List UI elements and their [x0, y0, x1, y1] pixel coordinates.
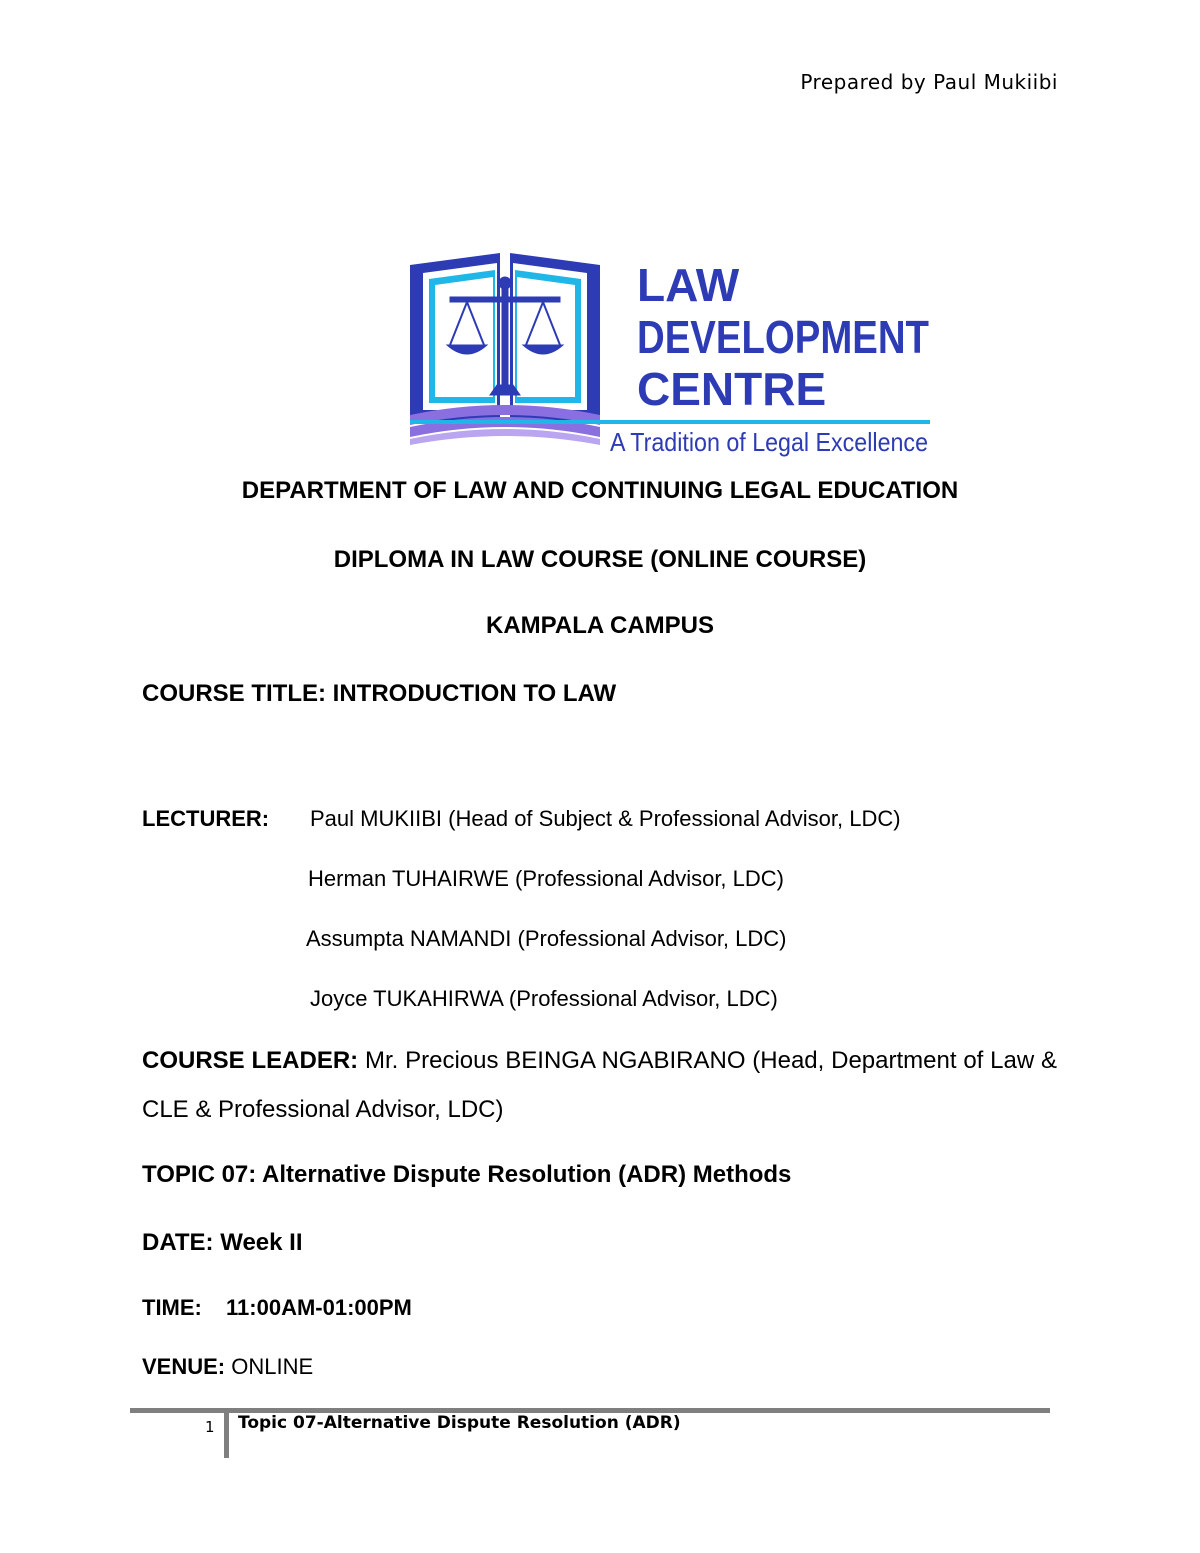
lecturer-label: LECTURER:: [142, 806, 270, 831]
logo-tagline: A Tradition of Legal Excellence: [610, 427, 928, 457]
page-number: 1: [205, 1418, 215, 1436]
course-title-value: INTRODUCTION TO LAW: [332, 680, 617, 707]
campus-heading: KAMPALA CAMPUS: [486, 612, 714, 639]
date-label: DATE:: [142, 1229, 214, 1256]
law-development-centre-logo: [405, 245, 935, 460]
logo-text-law: LAW: [637, 259, 740, 311]
venue-value: ONLINE: [231, 1354, 314, 1379]
topic-row: [142, 1161, 791, 1189]
course-title-label: COURSE TITLE:: [142, 680, 326, 707]
course-leader-paragraph: [142, 1036, 1057, 1134]
date-value: Week II: [220, 1229, 303, 1256]
lecturer-name: Assumpta NAMANDI (Professional Advisor, LDC): [306, 926, 787, 951]
venue-label: VENUE:: [142, 1354, 226, 1379]
department-heading: DEPARTMENT OF LAW AND CONTINUING LEGAL EDUCATION: [241, 477, 959, 504]
course-leader-label: COURSE LEADER:: [142, 1047, 359, 1074]
footer-title: Topic 07-Alternative Dispute Resolution (ADR): [238, 1413, 681, 1433]
prepared-by-note: Prepared by Paul Mukiibi: [800, 70, 1058, 94]
lecturer-name: Joyce TUKAHIRWA (Professional Advisor, LDC): [310, 986, 778, 1011]
date-row: [142, 1229, 302, 1257]
course-title-row: [142, 680, 616, 708]
logo-text-centre: CENTRE: [637, 363, 827, 415]
time-row: [142, 1295, 412, 1321]
course-leader-value: Mr. Precious BEINGA NGABIRANO (Head, Department of Law & CLE & Professional Advisor, LDC): [142, 1047, 1057, 1123]
footer-divider: [224, 1410, 229, 1458]
venue-row: [142, 1354, 313, 1380]
program-heading: DIPLOMA IN LAW COURSE (ONLINE COURSE): [333, 546, 867, 573]
time-value: 11:00AM-01:00PM: [226, 1295, 412, 1320]
logo-underline: [410, 420, 930, 424]
topic-value: Alternative Dispute Resolution (ADR) Methods: [262, 1161, 792, 1188]
time-label: TIME:: [142, 1295, 202, 1320]
logo-text-development: DEVELOPMENT: [637, 311, 929, 363]
topic-label: TOPIC 07:: [142, 1161, 257, 1188]
lecturer-name: Herman TUHAIRWE (Professional Advisor, LDC): [308, 866, 784, 891]
lecturer-name: Paul MUKIIBI (Head of Subject & Professional Advisor, LDC): [310, 806, 901, 831]
